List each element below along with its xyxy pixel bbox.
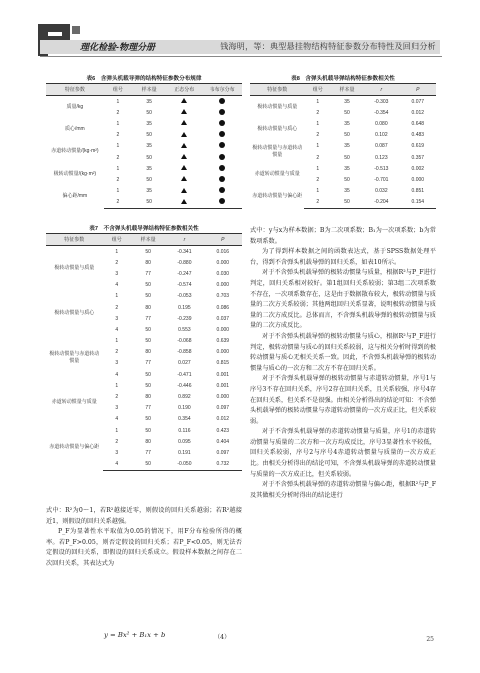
table6-normal-cell: [166, 152, 202, 163]
table6-normal-cell: [166, 130, 202, 141]
table6-sample-cell: 50: [146, 132, 152, 139]
table6-caption: 表6 含弹头机载导弹的结构特征参数分布规律: [86, 76, 202, 82]
table8-cell: -0.701: [374, 176, 389, 183]
table8-header: 组号: [304, 84, 331, 96]
table6-weibull-cell: [202, 118, 242, 129]
table6-group-cell: 1: [116, 143, 120, 150]
table7-cell: 0.001: [216, 371, 230, 378]
table-row: [46, 96, 242, 108]
table6-weibull-cell: [202, 174, 242, 185]
table7-cell: -0.471: [177, 371, 192, 378]
table7-param-label: 赤道转动惯量与质量: [51, 399, 97, 406]
table6-normal-cell: [166, 107, 202, 118]
table8-cell: 1: [316, 143, 320, 150]
equation: y = Bx² + B₁x + b: [104, 631, 166, 639]
table6-weibull-cell: [202, 186, 242, 197]
table7-caption: 表7 不含弹头机载导弹结构特征参数相关性: [89, 226, 199, 232]
table7-cell: -0.247: [177, 270, 192, 277]
table6-group-cell: 2: [116, 176, 120, 183]
normal-fit-triangle-icon: [181, 188, 187, 193]
table6-sample-cell: 35: [146, 98, 152, 105]
table7-cell: -0.858: [177, 349, 192, 356]
table6-weibull-cell: [202, 96, 242, 108]
paragraph: 式中：R²为0～1，若R²越接近零，则假设的回归关系越弱；若R²越接近1，则假设的回归关系越强。: [46, 507, 242, 525]
table7-cell: -0.239: [177, 315, 192, 322]
table8-cell: 35: [344, 98, 350, 105]
table7-cell: 50: [145, 427, 151, 434]
table6-param-label: 赤道转动惯量/(kg·m²): [51, 148, 99, 155]
table7-cell: 0.116: [178, 427, 191, 434]
table7-cell: -0.574: [177, 282, 192, 289]
table8-cell: 50: [344, 132, 350, 139]
table7-cell: 0.000: [216, 282, 230, 289]
weibull-fit-dot-icon: [219, 198, 225, 204]
weibull-fit-dot-icon: [219, 165, 225, 171]
table8-header: 特征参数: [250, 84, 304, 96]
table-row: [46, 291, 242, 302]
weibull-fit-dot-icon: [219, 109, 225, 115]
table8-param-label: 赤道转动惯量与质量: [254, 170, 300, 177]
table6-header: 组号: [104, 84, 132, 96]
normal-fit-triangle-icon: [181, 165, 187, 170]
table6-normal-cell: [166, 141, 202, 152]
article-running-title: 钱海明，等：典型悬挂物结构特征参数分布特性及回归分析: [220, 42, 436, 51]
paragraph: 对于不含弹头机载导弹的极转动惯量与质量，根据R²与P_F进行判定，回归关系相对较好。第1组回归关系较弱；第3组二次项系数不存在，一次项系数存在，这是由于数据散布较大，极转动惯量与质量的二次方关系较弱；其他两组回归关系显著，说明极转动惯量与质量的二次方成反比。总体而言，不含弹头机载导弹的极转动惯量与质量的二次方成反比。: [250, 269, 436, 330]
table7-cell: -0.053: [177, 293, 192, 300]
normal-fit-triangle-icon: [181, 176, 187, 181]
paragraph: 为了得到样本数据之间的函数表达式，基于SPSS数据处理平台，得到不含弹头机载导弹的回归关系，如表10所示。: [250, 248, 436, 266]
table6-normal-cell: [166, 174, 202, 185]
table7-cell: 77: [145, 270, 151, 277]
table8-cell: 0.000: [411, 176, 425, 183]
table7-cell: 0.000: [216, 326, 230, 333]
table7-cell: 50: [145, 326, 151, 333]
table6-group-cell: 1: [116, 188, 120, 195]
table7-param-label: 极转动惯量与质量: [54, 264, 95, 271]
table7-cell: 0.000: [216, 259, 230, 266]
table-row: [46, 336, 242, 347]
weibull-fit-dot-icon: [219, 142, 225, 148]
table6-weibull-cell: [202, 163, 242, 174]
table7-cell: 77: [145, 360, 151, 367]
table7-cell: 4: [115, 371, 119, 378]
table8-cell: 50: [331, 197, 363, 209]
table7-cell: 50: [145, 293, 151, 300]
table8-cell: 35: [344, 143, 350, 150]
table7-cell: 0.000: [216, 394, 230, 401]
table8-cell: 50: [344, 154, 350, 161]
paragraph: 对于不含弹头机载导弹的赤道转动惯量与偏心距，根据R²与P_F及其做相关分析时得出的结论进行: [250, 481, 436, 499]
table7-cell: 0.195: [178, 304, 191, 311]
table7-cell: 4: [103, 459, 132, 471]
normal-fit-triangle-icon: [181, 143, 187, 148]
left-text-block: [46, 506, 242, 570]
table7-cell: 80: [145, 304, 151, 311]
table8-cell: 0.080: [375, 120, 388, 127]
table6-header: 韦布尔分布: [202, 84, 242, 96]
table8-cell: 0.032: [375, 188, 388, 195]
table7-cell: 0.404: [216, 438, 230, 445]
paragraph: 式中：y与x为样本数据；B为二次项系数；B₁为一次项系数；b为常数项系数。: [250, 227, 436, 245]
table8-cell: 0.102: [375, 132, 388, 139]
table7-cell: 0.097: [216, 449, 230, 456]
table8-cell: 0.077: [411, 98, 425, 105]
table-row: [46, 118, 242, 129]
table8-cell: 0.012: [411, 109, 425, 116]
table8: [250, 83, 436, 209]
table7-cell: 0.815: [216, 360, 230, 367]
table8-cell: 0.154: [400, 197, 436, 209]
table6-weibull-cell: [202, 197, 242, 209]
table-row: [250, 163, 436, 174]
table7-cell: 1: [115, 382, 119, 389]
weibull-fit-dot-icon: [219, 187, 225, 193]
table-row: [46, 141, 242, 152]
table7-header: P: [204, 234, 242, 246]
table6-weibull-cell: [202, 141, 242, 152]
table8-cell: 2: [316, 154, 320, 161]
table7-cell: 3: [115, 270, 119, 277]
table6-header: 正态分布: [166, 84, 202, 96]
table6-normal-cell: [166, 163, 202, 174]
table7-cell: -0.050: [165, 459, 203, 471]
table-row: [46, 380, 242, 391]
table7-header: 特征参数: [46, 234, 103, 246]
table7-cell: 3: [115, 360, 119, 367]
table8-cell: 2: [316, 109, 320, 116]
table7-cell: 0.639: [216, 338, 230, 345]
table8-header: r: [363, 84, 399, 96]
table7-cell: 2: [115, 259, 119, 266]
table7-cell: 50: [145, 282, 151, 289]
table-row: [46, 425, 242, 436]
table7-cell: 50: [131, 459, 165, 471]
weibull-fit-dot-icon: [219, 98, 225, 104]
table8-cell: 0.648: [411, 120, 425, 127]
table6-group-cell: 1: [116, 165, 120, 172]
table7-cell: 0.423: [216, 427, 230, 434]
table7-cell: 0.012: [216, 416, 230, 423]
table7: [46, 233, 242, 471]
table7-cell: 50: [145, 248, 151, 255]
table8-cell: 35: [344, 165, 350, 172]
table7-cell: 3: [115, 449, 119, 456]
table6-sample-cell: 50: [146, 154, 152, 161]
table8-cell: 0.087: [375, 143, 388, 150]
table6-group-cell: 2: [116, 109, 120, 116]
table8-header: P: [400, 84, 436, 96]
table-row: [46, 186, 242, 197]
equation-number: （4）: [214, 634, 231, 641]
normal-fit-triangle-icon: [181, 199, 187, 204]
normal-fit-triangle-icon: [181, 154, 187, 159]
table7-cell: 2: [115, 349, 119, 356]
table7-cell: 77: [145, 405, 151, 412]
running-header: [0, 0, 480, 56]
normal-fit-triangle-icon: [181, 120, 187, 125]
right-text-block: [250, 226, 436, 501]
table7-cell: -0.446: [177, 382, 192, 389]
table6-weibull-cell: [202, 130, 242, 141]
table6-sample-cell: 50: [132, 197, 166, 209]
paragraph: 对于不含弹头机载导弹的极转动惯量与赤道转动惯量，序号1与序号3不存在回归关系，序号2存在回归关系，且关系较强，序号4存在回归关系，但关系不是很强。由相关分析得出的结论可知：不含弹头机载导弹的极转动惯量与赤道转动惯量的一次方成正比，但关系较弱。: [250, 375, 436, 425]
table7-cell: 80: [145, 349, 151, 356]
normal-fit-triangle-icon: [181, 98, 187, 103]
table7-cell: 77: [145, 315, 151, 322]
table6-group-cell: 2: [104, 197, 132, 209]
table7-cell: 0.354: [178, 416, 191, 423]
table8-header: 样本量: [331, 84, 363, 96]
table8-cell: 0.483: [411, 132, 425, 139]
weibull-fit-dot-icon: [219, 154, 225, 160]
table7-cell: 0.097: [216, 405, 230, 412]
table7-cell: 50: [145, 382, 151, 389]
table8-cell: 1: [316, 98, 320, 105]
table6-sample-cell: 35: [146, 165, 152, 172]
table8-cell: -0.354: [374, 109, 389, 116]
table7-cell: 0.016: [216, 248, 230, 255]
table8-cell: 50: [344, 109, 350, 116]
table6-group-cell: 2: [116, 154, 120, 161]
table8-cell: 50: [344, 176, 350, 183]
paragraph: 对于不含弹头机载导弹的极转动惯量与质心，根据R²与P_F进行判定，极转动惯量与质心的回归关系较弱，这与相关分析时得到的极转动惯量与质心无相关关系一致。因此，不含弹头机载导弹的极转动惯量与质心的一次方和二次方不存在回归关系。: [250, 332, 436, 372]
table7-header: 组号: [103, 234, 132, 246]
journal-name: 理化检验-物理分册: [80, 42, 155, 52]
table6-sample-cell: 35: [146, 143, 152, 150]
table8-cell: -0.513: [374, 165, 389, 172]
table8-cell: -0.303: [374, 98, 389, 105]
table6-weibull-cell: [202, 107, 242, 118]
table7-cell: 0.190: [178, 405, 191, 412]
table8-param-label: 极转动惯量与质量: [257, 103, 298, 110]
table7-cell: 0.001: [216, 382, 230, 389]
table7-cell: 1: [115, 427, 119, 434]
table6-param-label: 极转动惯量/(kg·m²): [53, 170, 97, 177]
table7-cell: 0.553: [178, 326, 191, 333]
table7-cell: 0.191: [178, 449, 191, 456]
table6-group-cell: 1: [116, 98, 120, 105]
table8-param-label: 赤道转动惯量与偏心距: [252, 193, 303, 200]
table7-cell: 80: [145, 259, 151, 266]
table7-cell: 50: [145, 416, 151, 423]
table7-cell: 1: [115, 293, 119, 300]
table7-param-label: 极转动惯量与质心: [54, 309, 95, 316]
table8-cell: 2: [316, 132, 320, 139]
table8-cell: 35: [344, 120, 350, 127]
table7-cell: 0.703: [216, 293, 230, 300]
table6-normal-cell: [166, 118, 202, 129]
table8-cell: 35: [344, 188, 350, 195]
normal-fit-triangle-icon: [181, 132, 187, 137]
table-row: [250, 141, 436, 152]
table8-cell: 0.002: [411, 165, 425, 172]
table7-header: r: [165, 234, 203, 246]
table6-sample-cell: 50: [146, 176, 152, 183]
table-row: [250, 118, 436, 129]
table7-cell: -0.341: [177, 248, 192, 255]
table7-cell: 1: [115, 248, 119, 255]
table6-weibull-cell: [202, 152, 242, 163]
table8-param-label: 极转动惯量与赤道转动惯量: [252, 144, 303, 158]
table6-group-cell: 1: [116, 120, 120, 127]
table6-group-cell: 2: [116, 132, 120, 139]
table8-cell: 0.357: [411, 154, 425, 161]
weibull-fit-dot-icon: [219, 120, 225, 126]
weibull-fit-dot-icon: [219, 176, 225, 182]
table6-param-label: 偏心距/mm: [62, 193, 88, 200]
table8-cell: 1: [316, 165, 320, 172]
table6-header: 样本量: [132, 84, 166, 96]
table7-cell: 0.030: [216, 270, 230, 277]
table7-cell: 4: [115, 282, 119, 289]
paragraph: P_F为显著性水平取值为0.05的情况下，用F分布检验所得的概率。若P_F>0.05，则否定假设的回归关系；若P_F<0.05，则无法否定假设的回归关系，即假设的回归关系成立。假设样本数据之间存在二次回归关系，其表达式为: [46, 528, 242, 567]
table7-cell: 0.892: [178, 394, 191, 401]
table-row: [46, 246, 242, 258]
table-row: [46, 163, 242, 174]
table7-cell: 50: [145, 371, 151, 378]
table7-cell: 0.027: [178, 360, 191, 367]
table6-sample-cell: 50: [146, 109, 152, 116]
table8-cell: -0.204: [363, 197, 399, 209]
table7-cell: 50: [145, 338, 151, 345]
table6-param-label: 质量/kg: [66, 103, 84, 110]
paragraph: 对于不含弹头机载导弹的赤道转动惯量与质量，序号1的赤道转动惯量与质量的二次方和一次方均成反比，序号3显著性水平较低，回归关系较弱，序号2与序号4赤道转动惯量与质量的一次方成正比。由相关分析得出的结论可知，不含弹头机载导弹的赤道转动惯量与质量的一次方成正比，但关系较弱。: [250, 428, 436, 478]
table-row: [250, 186, 436, 197]
table7-param-label: 极转动惯量与赤道转动惯量: [49, 350, 100, 364]
table7-cell: 0.086: [216, 304, 230, 311]
table7-cell: 77: [145, 449, 151, 456]
table7-cell: 4: [115, 416, 119, 423]
table8-cell: 0.619: [411, 143, 425, 150]
table8-cell: 0.851: [411, 188, 425, 195]
table7-header: 样本量: [131, 234, 165, 246]
table-row: [250, 96, 436, 108]
table7-cell: -0.880: [177, 259, 192, 266]
table7-cell: 0.095: [178, 438, 191, 445]
table7-cell: 0.000: [216, 349, 230, 356]
weibull-fit-dot-icon: [219, 131, 225, 137]
table6-sample-cell: 35: [146, 188, 152, 195]
table7-cell: 0.037: [216, 315, 230, 322]
table8-param-label: 极转动惯量与质心: [257, 126, 298, 133]
table6-sample-cell: 35: [146, 120, 152, 127]
table6-param-label: 质心/mm: [64, 126, 85, 133]
table7-cell: 2: [115, 304, 119, 311]
header-rule: [40, 56, 442, 57]
table7-param-label: 赤道转动惯量与偏心距: [49, 444, 100, 451]
table7-cell: 2: [115, 394, 119, 401]
table7-cell: 1: [115, 338, 119, 345]
table7-cell: 80: [145, 438, 151, 445]
table8-cell: 1: [316, 120, 320, 127]
table6-header: 特征参数: [46, 84, 104, 96]
table8-cell: 2: [304, 197, 331, 209]
table7-cell: 80: [145, 394, 151, 401]
table7-cell: 4: [115, 326, 119, 333]
table8-cell: 0.123: [375, 154, 388, 161]
table7-cell: 2: [115, 438, 119, 445]
table7-cell: 0.732: [204, 459, 242, 471]
normal-fit-triangle-icon: [181, 109, 187, 114]
table6-normal-cell: [166, 197, 202, 209]
page-number: 25: [426, 636, 434, 643]
table8-caption: 表8 含弹头机载导弹结构特征参数相关性: [291, 76, 395, 82]
table8-cell: 1: [316, 188, 320, 195]
table7-cell: 3: [115, 315, 119, 322]
table7-cell: -0.068: [177, 338, 192, 345]
table6-normal-cell: [166, 96, 202, 108]
table6: [46, 83, 242, 209]
table7-cell: 3: [115, 405, 119, 412]
table6-normal-cell: [166, 186, 202, 197]
table8-cell: 2: [316, 176, 320, 183]
